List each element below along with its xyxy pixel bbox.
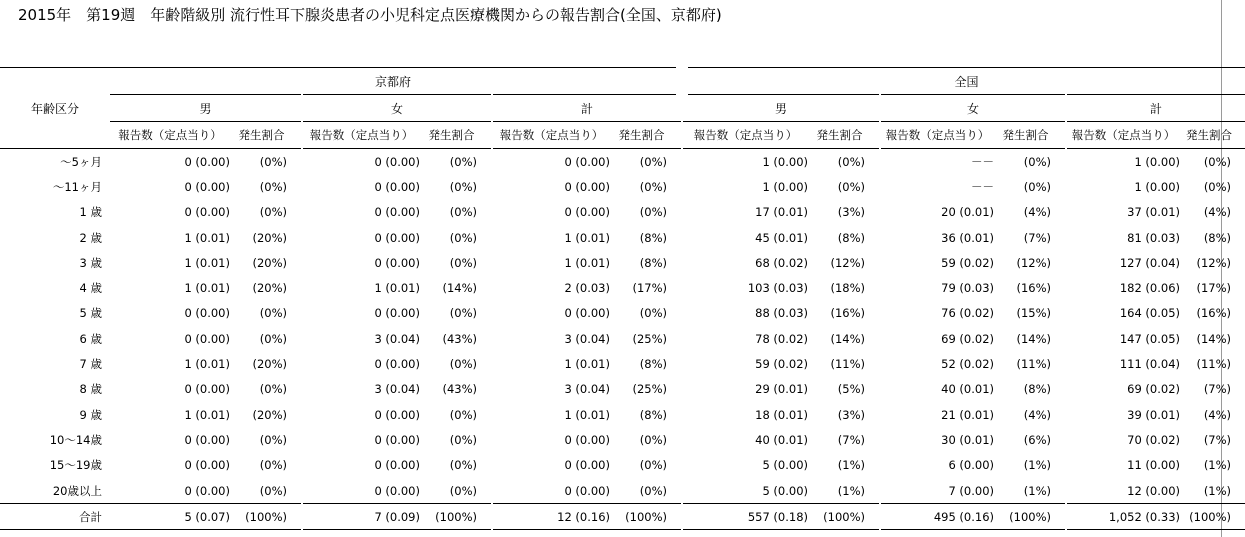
count-cell-n-m: 1 (0.00) — [682, 149, 814, 175]
age-cell: ～11ヶ月 — [52, 179, 102, 194]
count-cell-k-m: 1 (0.01) — [184, 255, 230, 270]
rate-cell-k-f: (0%) — [449, 357, 477, 372]
rate-cell-n-t: (12%) — [1196, 255, 1232, 270]
rate-header-kyoto-total: 発生割合 — [616, 122, 682, 149]
count-cell-n-t: 147 (0.05) — [1066, 326, 1186, 351]
count-cell-n-m: 78 (0.02) — [682, 326, 814, 351]
rate-cell-k-m: (100%) — [236, 504, 302, 530]
rate-cell-k-m: (20%) — [252, 230, 287, 245]
rate-cell-n-f: (6%) — [1023, 432, 1052, 447]
rate-cell-k-m: (0%) — [259, 483, 287, 498]
rate-cell-n-f: (14%) — [1016, 331, 1052, 346]
count-cell-k-f: 0 (0.00) — [302, 301, 426, 326]
rate-cell-k-f: (43%) — [442, 331, 477, 346]
rate-cell-n-m: (0%) — [837, 179, 866, 194]
rate-cell-n-m: (14%) — [830, 331, 866, 346]
count-cell-k-t: 0 (0.00) — [492, 427, 616, 452]
table-row — [0, 250, 1245, 275]
count-cell-n-t: 70 (0.02) — [1066, 427, 1186, 452]
count-cell-k-f: 0 (0.00) — [302, 149, 426, 175]
rate-cell-k-m: (20%) — [252, 255, 287, 270]
rate-cell-n-m: (1%) — [837, 458, 866, 473]
count-cell-n-f: 79 (0.03) — [880, 275, 1000, 300]
table-row — [0, 174, 1245, 199]
table-row — [0, 453, 1245, 478]
rate-cell-k-m: (0%) — [259, 382, 287, 397]
count-cell-k-m: 1 (0.01) — [184, 230, 230, 245]
age-cell: 20歳以上 — [52, 483, 102, 498]
age-cell: 15～19歳 — [49, 458, 102, 473]
total-row — [0, 504, 1245, 530]
count-cell-k-f: 0 (0.00) — [302, 427, 426, 452]
count-cell-n-t: 81 (0.03) — [1066, 225, 1186, 250]
table-row — [0, 351, 1245, 376]
count-cell-n-f: 495 (0.16) — [880, 504, 1000, 530]
rate-cell-n-f: (12%) — [1016, 255, 1052, 270]
rate-cell-k-m: (20%) — [252, 281, 287, 296]
count-cell-k-m: 0 (0.00) — [184, 306, 230, 321]
rate-cell-k-f: (0%) — [449, 458, 477, 473]
count-cell-n-t: 11 (0.00) — [1066, 453, 1186, 478]
rate-cell-k-t: (0%) — [639, 154, 668, 169]
count-cell-n-m: 557 (0.18) — [682, 504, 814, 530]
age-cell: 5 歳 — [79, 306, 102, 321]
rate-cell-k-f: (0%) — [449, 407, 477, 422]
count-header-national-male: 報告数（定点当り） — [682, 122, 814, 149]
count-cell-k-f: 0 (0.00) — [302, 174, 426, 199]
count-cell-k-t: 3 (0.04) — [492, 377, 616, 402]
region-header-kyoto: 京都府 — [110, 68, 682, 95]
rate-cell-k-f: (14%) — [442, 281, 477, 296]
count-cell-n-f: 21 (0.01) — [880, 402, 1000, 427]
count-cell-k-m: 0 (0.00) — [184, 483, 230, 498]
age-cell: 10～14歳 — [49, 432, 102, 447]
count-cell-n-m: 103 (0.03) — [682, 275, 814, 300]
count-cell-k-f: 0 (0.00) — [302, 200, 426, 225]
count-cell-n-f: －－ — [880, 174, 1000, 199]
count-cell-n-f: 52 (0.02) — [880, 351, 1000, 376]
page-title: 2015年 第19週 年齢階級別 流行性耳下腺炎患者の小児科定点医療機関からの報告割合(全国、京都府) — [18, 6, 722, 24]
rate-cell-n-m: (3%) — [837, 205, 866, 220]
rate-cell-n-t: (7%) — [1203, 432, 1232, 447]
rate-header-national-female: 発生割合 — [1000, 122, 1066, 149]
count-cell-n-f: 6 (0.00) — [880, 453, 1000, 478]
rate-cell-n-f: (4%) — [1023, 205, 1052, 220]
count-cell-k-t: 0 (0.00) — [492, 149, 616, 175]
rate-cell-n-t: (1%) — [1203, 483, 1232, 498]
count-cell-n-t: 1,052 (0.33) — [1066, 504, 1186, 530]
sex-header-kyoto-total: 計 — [492, 95, 682, 122]
count-cell-k-f: 3 (0.04) — [302, 377, 426, 402]
count-cell-k-f: 7 (0.09) — [302, 504, 426, 530]
count-cell-n-m: 40 (0.01) — [682, 427, 814, 452]
count-cell-k-m: 0 (0.00) — [184, 432, 230, 447]
count-cell-n-t: 1 (0.00) — [1066, 149, 1186, 175]
rate-cell-k-t: (0%) — [639, 205, 668, 220]
count-cell-k-t: 0 (0.00) — [492, 453, 616, 478]
rate-cell-k-f: (0%) — [449, 205, 477, 220]
count-cell-n-f: 69 (0.02) — [880, 326, 1000, 351]
rate-cell-k-f: (100%) — [426, 504, 492, 530]
rate-cell-n-t: (100%) — [1186, 504, 1245, 530]
table-row — [0, 149, 1245, 175]
age-cell: 2 歳 — [79, 230, 102, 245]
rate-cell-k-t: (0%) — [639, 306, 668, 321]
rate-cell-k-f: (0%) — [449, 306, 477, 321]
age-cell: 3 歳 — [79, 255, 102, 270]
rate-cell-k-t: (25%) — [632, 331, 668, 346]
count-cell-k-f: 0 (0.00) — [302, 453, 426, 478]
table-row — [0, 301, 1245, 326]
count-cell-k-t: 0 (0.00) — [492, 478, 616, 504]
count-cell-n-m: 45 (0.01) — [682, 225, 814, 250]
count-cell-k-m: 1 (0.01) — [184, 357, 230, 372]
count-cell-n-t: 39 (0.01) — [1066, 402, 1186, 427]
rate-cell-n-m: (18%) — [830, 281, 866, 296]
table-row — [0, 225, 1245, 250]
count-cell-k-f: 1 (0.01) — [302, 275, 426, 300]
rate-header-kyoto-female: 発生割合 — [426, 122, 492, 149]
count-cell-k-t: 1 (0.01) — [492, 402, 616, 427]
count-cell-n-f: 7 (0.00) — [880, 478, 1000, 504]
rate-cell-n-t: (0%) — [1203, 154, 1232, 169]
rate-cell-n-f: (100%) — [1000, 504, 1066, 530]
rate-cell-k-t: (8%) — [639, 407, 668, 422]
count-cell-n-m: 17 (0.01) — [682, 200, 814, 225]
count-cell-n-m: 1 (0.00) — [682, 174, 814, 199]
count-cell-k-t: 0 (0.00) — [492, 200, 616, 225]
rate-cell-n-t: (11%) — [1196, 357, 1232, 372]
count-cell-k-t: 12 (0.16) — [492, 504, 616, 530]
rate-cell-k-m: (0%) — [259, 331, 287, 346]
sex-header-national-total: 計 — [1066, 95, 1245, 122]
table-row — [0, 275, 1245, 300]
count-cell-n-m: 59 (0.02) — [682, 351, 814, 376]
count-cell-n-f: 40 (0.01) — [880, 377, 1000, 402]
count-cell-k-f: 3 (0.04) — [302, 326, 426, 351]
age-cell: 6 歳 — [79, 331, 102, 346]
rate-cell-k-m: (0%) — [259, 458, 287, 473]
count-cell-k-t: 1 (0.01) — [492, 250, 616, 275]
count-cell-k-m: 0 (0.00) — [184, 179, 230, 194]
rate-cell-n-m: (7%) — [837, 432, 866, 447]
age-cell: 1 歳 — [79, 205, 102, 220]
rate-cell-n-f: (11%) — [1016, 357, 1052, 372]
count-cell-n-t: 1 (0.00) — [1066, 174, 1186, 199]
count-cell-k-t: 1 (0.01) — [492, 225, 616, 250]
rate-cell-k-f: (0%) — [449, 179, 477, 194]
count-cell-k-m: 0 (0.00) — [184, 382, 230, 397]
rate-cell-k-t: (0%) — [639, 458, 668, 473]
rate-cell-n-f: (1%) — [1023, 483, 1052, 498]
count-cell-k-t: 3 (0.04) — [492, 326, 616, 351]
count-cell-k-t: 1 (0.01) — [492, 351, 616, 376]
count-cell-k-f: 0 (0.00) — [302, 250, 426, 275]
count-cell-n-f: －－ — [880, 149, 1000, 175]
count-cell-k-f: 0 (0.00) — [302, 225, 426, 250]
rate-cell-n-f: (0%) — [1023, 154, 1052, 169]
sex-header-national-female: 女 — [880, 95, 1066, 122]
rate-cell-k-f: (0%) — [449, 230, 477, 245]
rate-cell-k-m: (0%) — [259, 432, 287, 447]
count-cell-k-f: 0 (0.00) — [302, 402, 426, 427]
table-row — [0, 427, 1245, 452]
count-cell-n-m: 5 (0.00) — [682, 478, 814, 504]
rate-cell-n-f: (8%) — [1023, 382, 1052, 397]
rate-cell-k-f: (0%) — [449, 255, 477, 270]
rate-cell-n-m: (11%) — [830, 357, 866, 372]
rate-cell-k-m: (0%) — [259, 205, 287, 220]
count-cell-k-m: 5 (0.07) — [110, 504, 236, 530]
count-cell-n-m: 5 (0.00) — [682, 453, 814, 478]
rate-cell-n-t: (4%) — [1203, 407, 1232, 422]
rate-cell-n-m: (12%) — [830, 255, 866, 270]
count-cell-n-t: 69 (0.02) — [1066, 377, 1186, 402]
count-cell-n-t: 182 (0.06) — [1066, 275, 1186, 300]
rate-cell-n-m: (3%) — [837, 407, 866, 422]
count-cell-n-t: 12 (0.00) — [1066, 478, 1186, 504]
rate-cell-k-m: (0%) — [259, 154, 287, 169]
rate-cell-n-t: (4%) — [1203, 205, 1232, 220]
count-cell-n-f: 30 (0.01) — [880, 427, 1000, 452]
rate-cell-k-t: (0%) — [639, 179, 668, 194]
count-cell-k-t: 0 (0.00) — [492, 301, 616, 326]
rate-cell-n-m: (0%) — [837, 154, 866, 169]
count-cell-n-m: 68 (0.02) — [682, 250, 814, 275]
count-cell-k-m: 0 (0.00) — [184, 331, 230, 346]
rate-cell-k-t: (0%) — [639, 483, 668, 498]
age-cell: 8 歳 — [79, 382, 102, 397]
rate-cell-n-m: (8%) — [837, 230, 866, 245]
count-cell-n-m: 29 (0.01) — [682, 377, 814, 402]
count-cell-k-m: 0 (0.00) — [184, 205, 230, 220]
rate-cell-n-f: (1%) — [1023, 458, 1052, 473]
rate-cell-n-m: (100%) — [814, 504, 880, 530]
table-row — [0, 402, 1245, 427]
table-row — [0, 377, 1245, 402]
rate-cell-n-m: (5%) — [837, 382, 866, 397]
table-row — [0, 326, 1245, 351]
count-cell-k-m: 0 (0.00) — [184, 154, 230, 169]
count-cell-k-f: 0 (0.00) — [302, 351, 426, 376]
count-cell-k-m: 0 (0.00) — [184, 458, 230, 473]
rate-cell-n-m: (1%) — [837, 483, 866, 498]
count-header-kyoto-total: 報告数（定点当り） — [492, 122, 616, 149]
rate-cell-k-t: (100%) — [616, 504, 682, 530]
table-row — [0, 478, 1245, 504]
rate-cell-k-f: (43%) — [442, 382, 477, 397]
sex-header-national-male: 男 — [682, 95, 880, 122]
rate-cell-n-t: (7%) — [1203, 382, 1232, 397]
age-cell: 合計 — [0, 504, 110, 530]
count-cell-n-f: 59 (0.02) — [880, 250, 1000, 275]
rate-header-national-male: 発生割合 — [814, 122, 880, 149]
count-cell-n-m: 88 (0.03) — [682, 301, 814, 326]
rate-cell-k-t: (0%) — [639, 432, 668, 447]
sex-header-kyoto-female: 女 — [302, 95, 492, 122]
rate-cell-n-t: (1%) — [1203, 458, 1232, 473]
rate-cell-k-t: (8%) — [639, 255, 668, 270]
age-cell: 9 歳 — [79, 407, 102, 422]
rate-cell-k-f: (0%) — [449, 432, 477, 447]
rate-cell-k-t: (17%) — [632, 281, 668, 296]
count-cell-k-t: 2 (0.03) — [492, 275, 616, 300]
age-cell: 7 歳 — [79, 357, 102, 372]
rate-cell-n-t: (16%) — [1196, 306, 1232, 321]
rate-cell-n-f: (0%) — [1023, 179, 1052, 194]
age-column-header: 年齢区分 — [0, 68, 110, 149]
rate-cell-k-t: (8%) — [639, 357, 668, 372]
rate-cell-k-m: (0%) — [259, 306, 287, 321]
count-cell-k-m: 1 (0.01) — [184, 407, 230, 422]
rate-cell-n-m: (16%) — [830, 306, 866, 321]
rate-cell-n-t: (17%) — [1196, 281, 1232, 296]
rate-cell-k-f: (0%) — [449, 483, 477, 498]
count-cell-n-t: 37 (0.01) — [1066, 200, 1186, 225]
rate-cell-k-m: (0%) — [259, 179, 287, 194]
count-header-national-total: 報告数（定点当り） — [1066, 122, 1186, 149]
rate-cell-k-f: (0%) — [449, 154, 477, 169]
rate-cell-k-m: (20%) — [252, 407, 287, 422]
sex-header-kyoto-male: 男 — [110, 95, 302, 122]
age-cell: 4 歳 — [79, 281, 102, 296]
rate-cell-k-t: (8%) — [639, 230, 668, 245]
count-cell-n-t: 111 (0.04) — [1066, 351, 1186, 376]
age-cell: ～5ヶ月 — [60, 154, 102, 169]
report-table — [0, 67, 1245, 530]
table-row — [0, 200, 1245, 225]
rate-cell-k-m: (20%) — [252, 357, 287, 372]
rate-cell-n-f: (15%) — [1016, 306, 1052, 321]
rate-cell-n-t: (14%) — [1196, 331, 1232, 346]
count-cell-n-t: 164 (0.05) — [1066, 301, 1186, 326]
rate-header-national-total: 発生割合 — [1186, 122, 1245, 149]
count-cell-n-f: 76 (0.02) — [880, 301, 1000, 326]
count-cell-n-m: 18 (0.01) — [682, 402, 814, 427]
rate-cell-n-t: (0%) — [1203, 179, 1232, 194]
count-header-national-female: 報告数（定点当り） — [880, 122, 1000, 149]
count-cell-n-f: 20 (0.01) — [880, 200, 1000, 225]
region-header-national: 全国 — [682, 68, 1245, 95]
count-header-kyoto-male: 報告数（定点当り） — [110, 122, 236, 149]
rate-cell-n-t: (8%) — [1203, 230, 1232, 245]
rate-cell-k-t: (25%) — [632, 382, 668, 397]
count-cell-n-f: 36 (0.01) — [880, 225, 1000, 250]
rate-header-kyoto-male: 発生割合 — [236, 122, 302, 149]
rate-cell-n-f: (16%) — [1016, 281, 1052, 296]
rate-cell-n-f: (4%) — [1023, 407, 1052, 422]
count-cell-k-m: 1 (0.01) — [184, 281, 230, 296]
count-cell-k-t: 0 (0.00) — [492, 174, 616, 199]
count-header-kyoto-female: 報告数（定点当り） — [302, 122, 426, 149]
count-cell-k-f: 0 (0.00) — [302, 478, 426, 504]
count-cell-n-t: 127 (0.04) — [1066, 250, 1186, 275]
rate-cell-n-f: (7%) — [1023, 230, 1052, 245]
